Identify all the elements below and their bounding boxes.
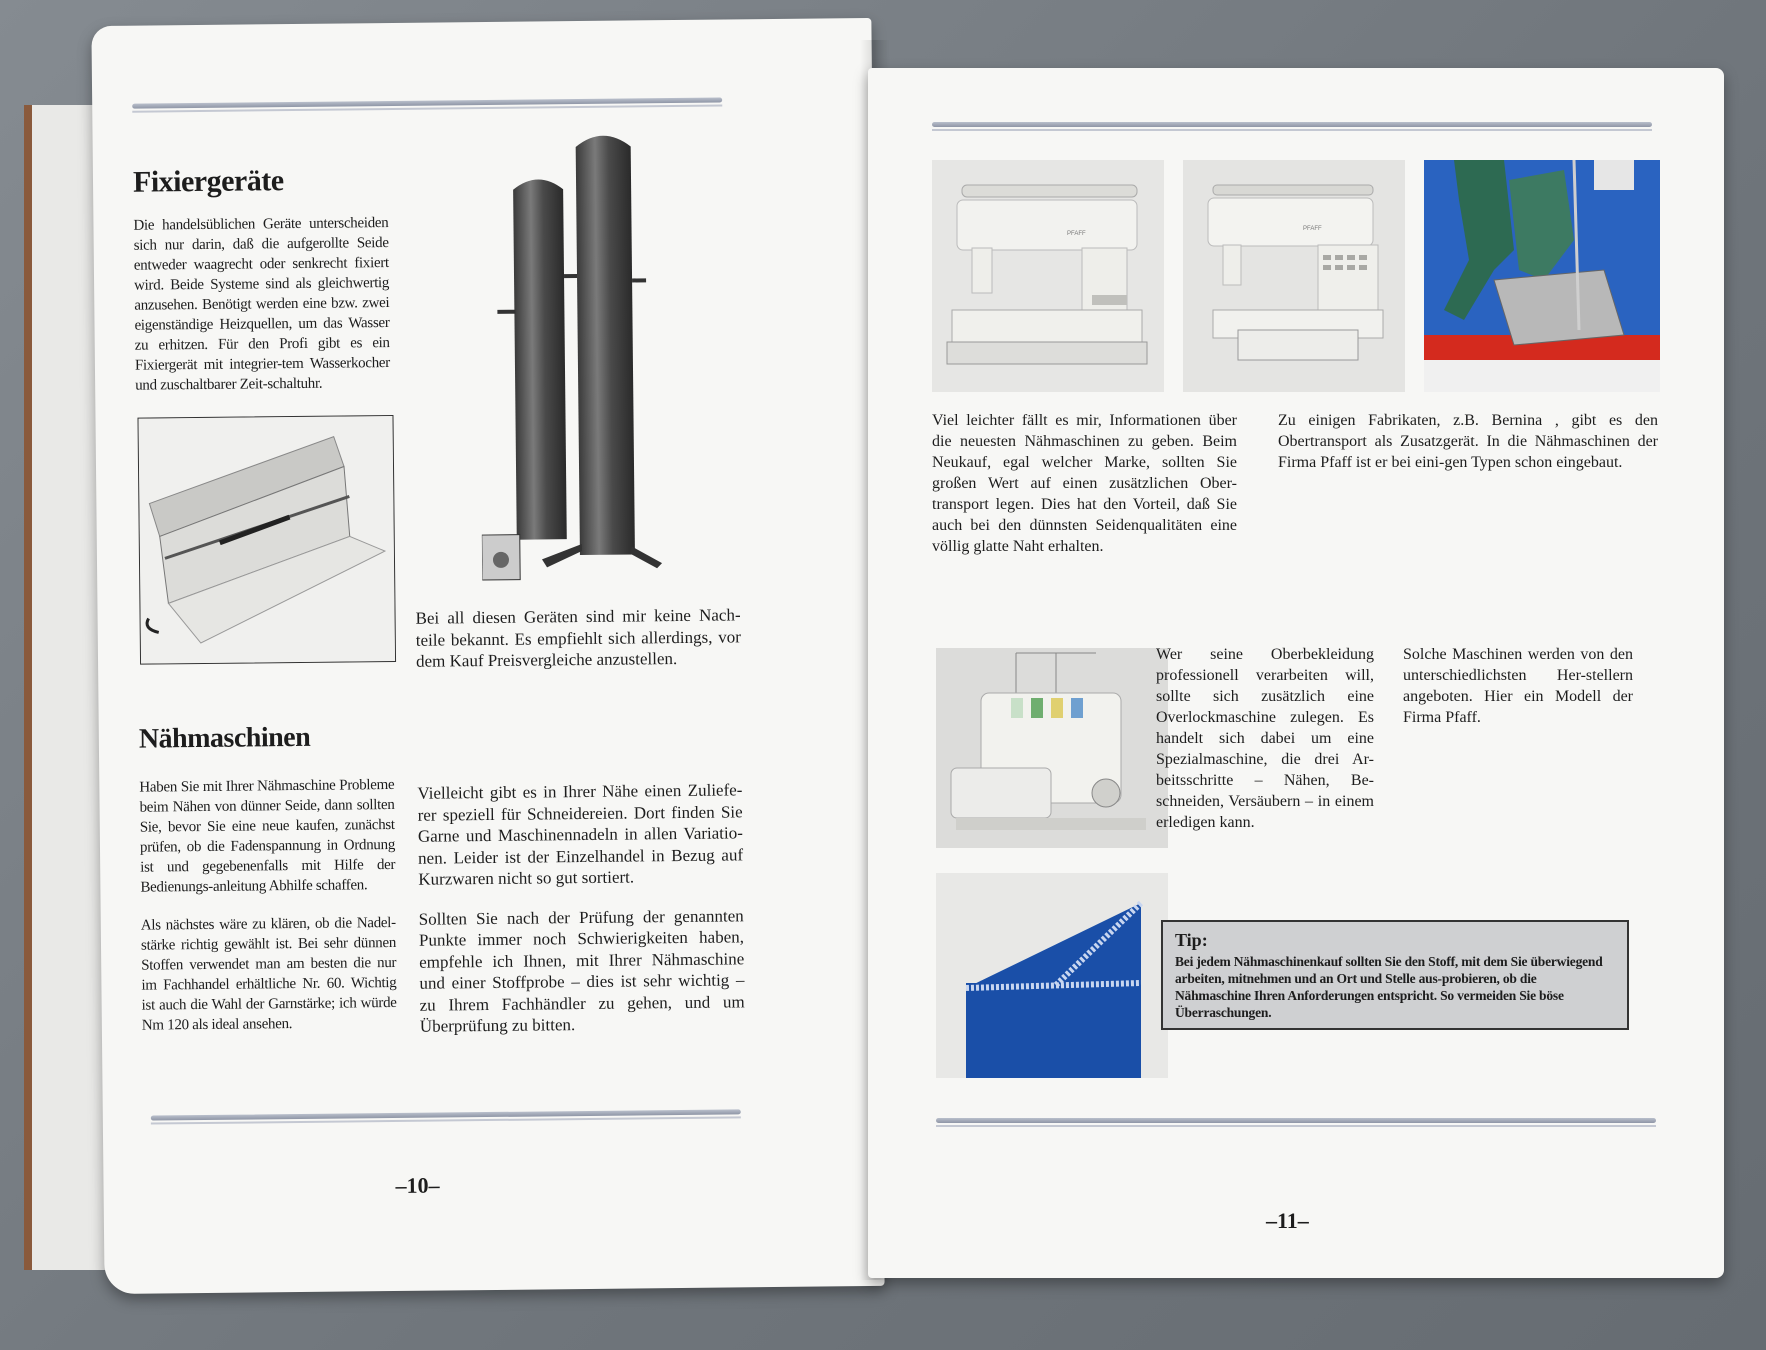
right-page <box>868 68 1724 1278</box>
naehmaschinen-col1 <box>139 775 397 1054</box>
vertical-fixier-device-photo <box>477 118 677 590</box>
sewing-machine-photo-2 <box>1183 160 1405 392</box>
naeh-paragraph-2: Als nächstes wäre zu klären, ob die Nadel-stärke richtig gewählt ist. Bei sehr dünnen Stoffen verwendet man am besten die nur im Fachhandel erhältliche Nr. 60. Wichtig ist auch die Wahl der Garnstärke; ich würde Nm 120 als ideal ansehen. <box>140 914 397 1034</box>
overlock-seam-photo <box>936 873 1168 1078</box>
presser-foot-photo <box>1424 160 1660 392</box>
sewing-machine-photo-1 <box>932 160 1164 392</box>
text-neukauf: Viel leichter fällt es mir, Informationen über die neuesten Nähmaschinen zu geben. Beim Neukauf, egal welcher Marke, sollten Sie großen Wert auf einen zusätzlichen Ober-transport legen. Dies hat den Vorteil, daß Sie auch bei den dünnsten Seidenqualitäten eine völlig glatte Naht erhalten. <box>932 412 1237 555</box>
top-rule <box>132 98 722 109</box>
fixier-caption: Bei all diesen Geräten sind mir keine Nach-teile bekannt. Es empfiehlt sich allerdings, vor dem Kauf Preisvergleiche anzustellen. <box>415 605 741 671</box>
text-solche: Solche Maschinen werden von den unterschiedlichsten Her-stellern angeboten. Hier ein Modell der Firma Pfaff. <box>1403 646 1633 726</box>
fixier-text: Die handelsüblichen Geräte unterscheiden sich nur darin, daß die aufgerollte Seide entweder waagrecht oder senkrecht fixiert wird. Beide Systeme sind als gleichwertig anzusehen. Benötigt werden eine bzw. zwei eigenständige Heizquellen, um das Wasser zu erhitzen. Für den Profi gibt es ein Fixiergerät mit integrier-tem Wasserkocher und zuschaltbarer Zeit-schaltuhr. <box>133 215 391 394</box>
text-overlock: Wer seine Oberbekleidung professionell verarbeiten will, sollte sich zusätzlich eine Overlockmaschine zulegen. Es handelt sich dabei um eine Spezialmaschine, die drei Ar-beitsschritte – Nähen, Be-schneiden, Versäubern – in einem erledigen kann. <box>1156 646 1374 831</box>
left-page <box>91 18 884 1294</box>
heading-naehmaschinen: Nähmaschinen <box>138 721 311 755</box>
naeh-paragraph-4: Sollten Sie nach der Prüfung der genannten Punkte immer noch Schwierigkeiten haben, empfehle ich Ihnen, mit Ihrer Nähmaschine und einer Stoffprobe – dies ist sehr wichtig – zu Ihrem Fachhändler zu gehen, und um Überprüfung zu bitten. <box>418 905 745 1036</box>
bottom-rule <box>151 1109 741 1120</box>
tip-title: Tip: <box>1175 930 1208 950</box>
naehmaschinen-col2 <box>417 779 745 1055</box>
tip-text: Bei jedem Nähmaschinenkauf sollten Sie den Stoff, mit dem Sie überwiegend arbeiten, mitnehmen und an Ort und Stelle aus-probieren, ob die Nähmaschine Ihren Anforderungen entspricht. So vermeiden Sie böse Überraschungen. <box>1175 954 1603 1020</box>
bottom-rule-right <box>936 1118 1656 1123</box>
machine-brand-label-2: PFAFF <box>1303 226 1322 232</box>
machine-brand-label-1: PFAFF <box>1067 231 1086 237</box>
page-number-right: –11– <box>1266 1208 1309 1233</box>
page-number-left: –10– <box>395 1172 440 1198</box>
overlock-machine-photo <box>936 648 1168 848</box>
naeh-paragraph-3: Vielleicht gibt es in Ihrer Nähe einen Zuliefe-rer speziell für Schneidereien. Dort finden Sie Garne und Maschinennadeln in allen Variatio-nen. Leider ist der Einzelhandel in Bezug auf Kurzwaren nicht so gut sortiert. <box>417 780 744 889</box>
naeh-paragraph-1: Haben Sie mit Ihrer Nähmaschine Probleme beim Nähen von dünner Seide, dann sollten Sie, bevor Sie eine neue kaufen, zunächst prüfen, ob die Fadenspannung in Ordnung ist und gegebenenfalls mit Hilfe der Bedienungs-anleitung Abhilfe schaffen. <box>139 776 396 896</box>
horizontal-fixier-device-photo <box>137 415 396 665</box>
top-rule-right <box>932 122 1652 127</box>
text-bernina: Zu einigen Fabrikaten, z.B. Bernina , gibt es den Obertransport als Zusatzgerät. In die Nähmaschinen der Firma Pfaff ist er bei eini-gen Typen schon eingebaut. <box>1278 412 1658 471</box>
tip-box <box>1161 920 1629 1030</box>
heading-fixiergeraete: Fixiergeräte <box>132 164 284 199</box>
